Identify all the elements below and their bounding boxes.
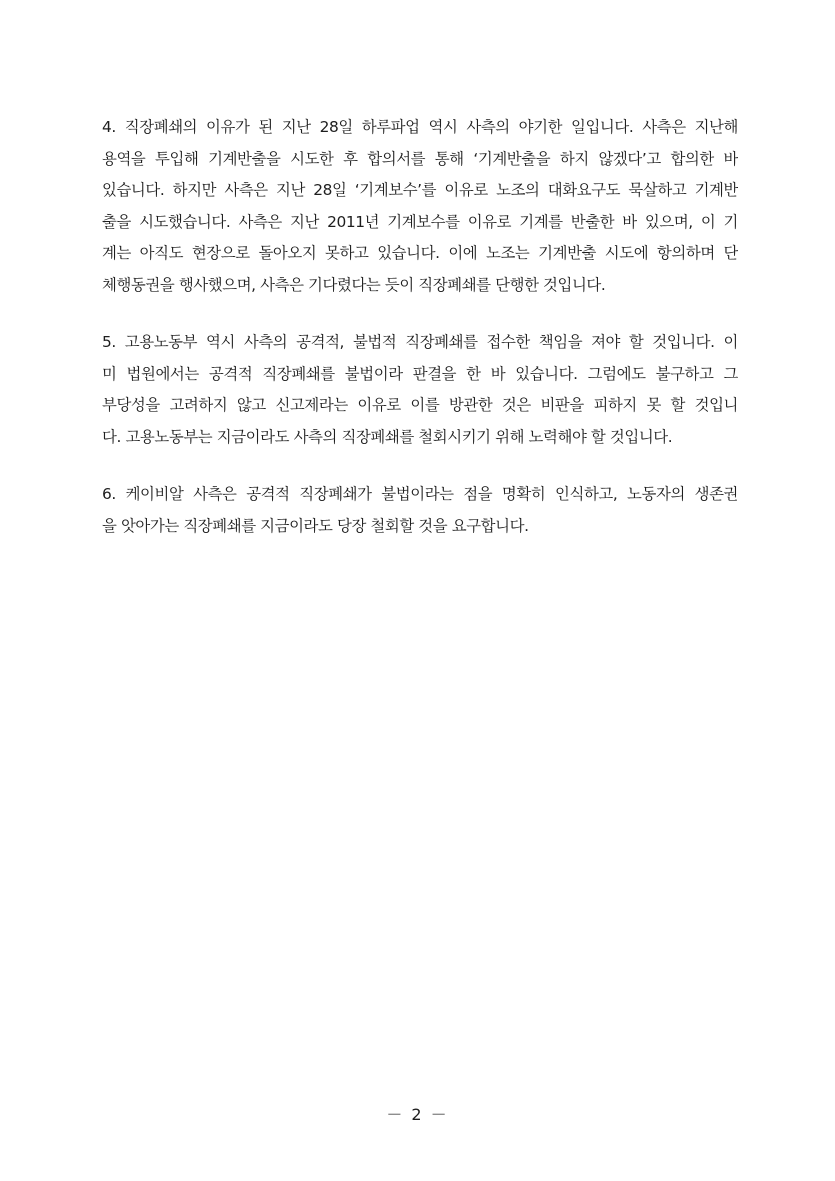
paragraph-6 xyxy=(102,479,738,542)
paragraph-line: 4. 직장폐쇄의 이유가 된 지난 28일 하루파업 역시 사측의 야기한 일입니다. 사측은 지난해 xyxy=(102,118,738,136)
paragraph-4 xyxy=(102,112,738,301)
paragraph-line: 을 앗아가는 직장폐쇄를 지금이라도 당장 철회할 것을 요구합니다. xyxy=(102,516,529,535)
page-number: － 2 － xyxy=(386,1105,449,1124)
paragraph-line: 6. 케이비알 사측은 공격적 직장폐쇄가 불법이라는 점을 명확히 인식하고, 노동자의 생존권 xyxy=(102,485,738,503)
paragraph-line: 부당성을 고려하지 않고 신고제라는 이유로 이를 방관한 것은 비판을 피하지 못 할 것입니 xyxy=(102,396,738,414)
document-body xyxy=(102,112,738,568)
paragraph-line: 다. 고용노동부는 지금이라도 사측의 직장폐쇄를 철회시키기 위해 노력해야 할 것입니다. xyxy=(102,427,673,446)
paragraph-line: 있습니다. 하지만 사측은 지난 28일 ‘기계보수’를 이유로 노조의 대화요구도 묵살하고 기계반 xyxy=(102,181,738,199)
paragraph-line: 용역을 투입해 기계반출을 시도한 후 합의서를 통해 ‘기계반출을 하지 않겠다’고 합의한 바 xyxy=(102,149,738,168)
paragraph-line: 미 법원에서는 공격적 직장폐쇄를 불법이라 판결을 한 바 있습니다. 그럼에도 불구하고 그 xyxy=(102,364,738,383)
paragraph-line: 출을 시도했습니다. 사측은 지난 2011년 기계보수를 이유로 기계를 반출한 바 있으며, 이 기 xyxy=(102,212,738,231)
paragraph-line: 체행동권을 행사했으며, 사측은 기다렸다는 듯이 직장폐쇄를 단행한 것입니다. xyxy=(102,275,606,294)
paragraph-5 xyxy=(102,327,738,453)
paragraph-line: 5. 고용노동부 역시 사측의 공격적, 불법적 직장폐쇄를 접수한 책임을 져야 할 것입니다. 이 xyxy=(102,333,738,351)
paragraph-line: 계는 아직도 현장으로 돌아오지 못하고 있습니다. 이에 노조는 기계반출 시도에 항의하며 단 xyxy=(102,244,738,262)
